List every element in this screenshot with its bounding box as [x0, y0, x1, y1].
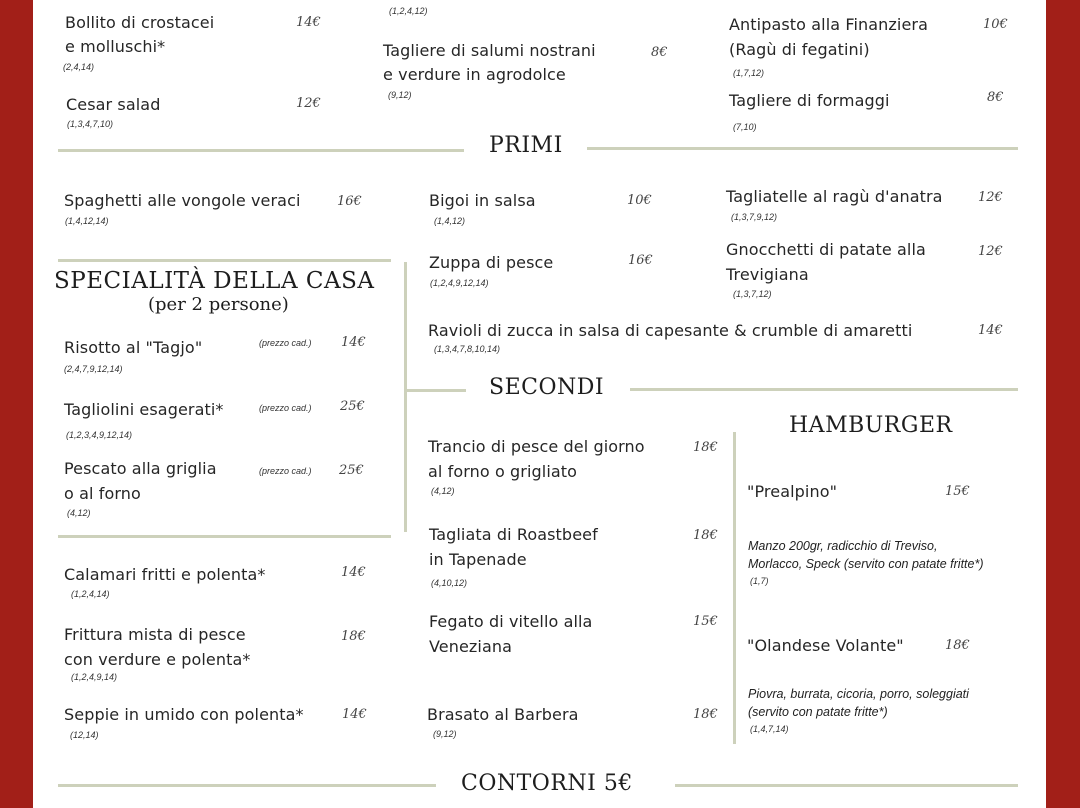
- dish-price: 14€: [978, 323, 1003, 338]
- dish-name: "Olandese Volante": [747, 636, 904, 655]
- section-title-primi: PRIMI: [489, 133, 563, 158]
- dish-name-line2: e molluschi*: [65, 37, 166, 56]
- dish-price: 12€: [978, 244, 1003, 259]
- allergens: (4,12): [67, 508, 91, 518]
- dish-name: Tagliere di salumi nostrani: [383, 41, 596, 60]
- section-title-hamburger: HAMBURGER: [789, 413, 953, 438]
- price-note: (prezzo cad.): [259, 403, 312, 413]
- allergens: (4,12): [431, 486, 455, 496]
- dish-name: Antipasto alla Finanziera: [729, 15, 928, 34]
- dish-price: 8€: [987, 90, 1004, 105]
- dish-name-line2: al forno o grigliato: [428, 462, 578, 481]
- dish-description-line2: Morlacco, Speck (servito con patate fritte*): [748, 557, 984, 571]
- allergens: (1,3,7,9,12): [731, 212, 778, 222]
- allergens: (1,3,4,7,10): [67, 119, 114, 129]
- dish-price: 15€: [693, 614, 718, 629]
- dish-name: Brasato al Barbera: [427, 705, 579, 724]
- divider-line: [675, 784, 1018, 787]
- allergens: (1,2,4,12): [389, 6, 428, 16]
- allergens: (1,4,12,14): [65, 216, 109, 226]
- divider-line: [58, 259, 391, 262]
- dish-name: Seppie in umido con polenta*: [64, 705, 304, 724]
- allergens: (1,2,4,9,12,14): [430, 278, 489, 288]
- dish-name-line2: in Tapenade: [429, 550, 527, 569]
- divider-line: [630, 388, 1018, 391]
- dish-price: 10€: [627, 193, 652, 208]
- divider-line: [58, 784, 436, 787]
- dish-name: Frittura mista di pesce: [64, 625, 246, 644]
- dish-description-line2: (servito con patate fritte*): [748, 705, 888, 719]
- allergens: (4,10,12): [431, 578, 468, 588]
- allergens: (7,10): [733, 122, 757, 132]
- divider-vertical: [733, 432, 736, 744]
- allergens: (1,7,12): [733, 68, 765, 78]
- section-title-contorni: CONTORNI 5€: [461, 771, 633, 796]
- allergens: (1,4,7,14): [750, 724, 789, 734]
- dish-name-line2: e verdure in agrodolce: [383, 65, 566, 84]
- dish-price: 16€: [337, 194, 362, 209]
- dish-price: 25€: [340, 399, 365, 414]
- menu-border-left: [0, 0, 33, 808]
- dish-price: 18€: [341, 629, 366, 644]
- allergens: (1,7): [750, 576, 769, 586]
- dish-name: Spaghetti alle vongole veraci: [64, 191, 301, 210]
- divider-line: [58, 535, 391, 538]
- dish-name: Tagliere di formaggi: [729, 91, 890, 110]
- dish-name: Pescato alla griglia: [64, 459, 217, 478]
- dish-price: 18€: [693, 707, 718, 722]
- dish-price: 18€: [693, 528, 718, 543]
- dish-name: Ravioli di zucca in salsa di capesante & crumble di amaretti: [428, 321, 913, 340]
- allergens: (12,14): [70, 730, 99, 740]
- menu-border-right: [1046, 0, 1080, 808]
- allergens: (1,2,3,4,9,12,14): [66, 430, 133, 440]
- dish-price: 14€: [341, 335, 366, 350]
- dish-description: Piovra, burrata, cicoria, porro, soleggiati: [748, 687, 969, 701]
- dish-price: 12€: [978, 190, 1003, 205]
- dish-price: 25€: [339, 463, 364, 478]
- dish-price: 12€: [296, 96, 321, 111]
- dish-price: 14€: [341, 565, 366, 580]
- dish-price: 10€: [983, 17, 1008, 32]
- dish-name: Risotto al "Tagjo": [64, 338, 203, 357]
- dish-price: 16€: [628, 253, 653, 268]
- allergens: (1,3,7,12): [733, 289, 772, 299]
- dish-price: 18€: [693, 440, 718, 455]
- divider-line: [406, 389, 466, 392]
- dish-name: Tagliata di Roastbeef: [429, 525, 598, 544]
- divider-vertical: [404, 262, 407, 532]
- price-note: (prezzo cad.): [259, 338, 312, 348]
- allergens: (9,12): [388, 90, 412, 100]
- dish-name-line2: o al forno: [64, 484, 141, 503]
- allergens: (2,4,14): [63, 62, 95, 72]
- dish-price: 15€: [945, 484, 970, 499]
- dish-name: Fegato di vitello alla: [429, 612, 593, 631]
- dish-price: 14€: [342, 707, 367, 722]
- allergens: (2,4,7,9,12,14): [64, 364, 123, 374]
- allergens: (9,12): [433, 729, 457, 739]
- dish-price: 18€: [945, 638, 970, 653]
- dish-name-line2: con verdure e polenta*: [64, 650, 251, 669]
- dish-name: Trancio di pesce del giorno: [428, 437, 645, 456]
- section-title-secondi: SECONDI: [489, 375, 605, 400]
- allergens: (1,3,4,7,8,10,14): [434, 344, 501, 354]
- price-note: (prezzo cad.): [259, 466, 312, 476]
- dish-name-line2: Trevigiana: [726, 265, 809, 284]
- allergens: (1,2,4,14): [71, 589, 110, 599]
- dish-name: Bigoi in salsa: [429, 191, 536, 210]
- dish-name: Bollito di crostacei: [65, 13, 215, 32]
- dish-price: 8€: [651, 45, 668, 60]
- dish-name-line2: (Ragù di fegatini): [729, 40, 870, 59]
- section-title-specialita: SPECIALITÀ DELLA CASA: [54, 268, 375, 294]
- divider-line: [58, 149, 464, 152]
- section-subtitle: (per 2 persone): [148, 294, 289, 315]
- dish-price: 14€: [296, 15, 321, 30]
- allergens: (1,4,12): [434, 216, 466, 226]
- allergens: (1,2,4,9,14): [71, 672, 118, 682]
- dish-name: Tagliolini esagerati*: [64, 400, 224, 419]
- dish-description: Manzo 200gr, radicchio di Treviso,: [748, 539, 938, 553]
- dish-name: Tagliatelle al ragù d'anatra: [726, 187, 943, 206]
- divider-line: [587, 147, 1018, 150]
- dish-name-line2: Veneziana: [429, 637, 513, 656]
- dish-name: Zuppa di pesce: [429, 253, 554, 272]
- dish-name: "Prealpino": [747, 482, 838, 501]
- dish-name: Gnocchetti di patate alla: [726, 240, 926, 259]
- dish-name: Cesar salad: [66, 95, 161, 114]
- dish-name: Calamari fritti e polenta*: [64, 565, 266, 584]
